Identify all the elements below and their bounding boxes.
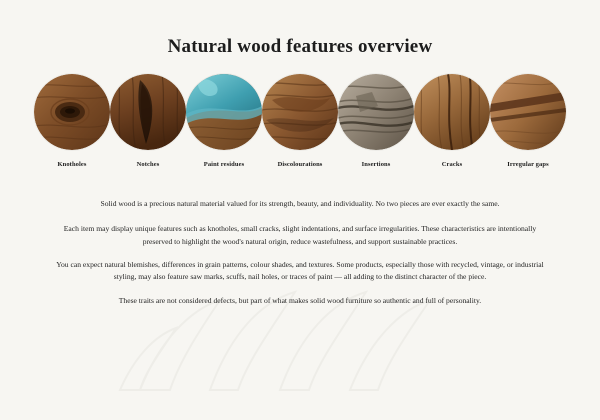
wood-swatch-discolouration-icon	[262, 74, 338, 150]
feature-label: Irregular gaps	[507, 161, 549, 168]
page-title: Natural wood features overview	[167, 36, 433, 57]
feature-label: Paint residues	[203, 161, 245, 168]
feature-item[interactable]	[490, 74, 566, 168]
wood-swatch-crack-icon	[414, 74, 490, 150]
paragraph-blemishes: You can expect natural blemishes, differences in grain patterns, colour shades, and textures. Some products, especially those with recycled, vintage, or industrial styling, may also feature saw marks, scuffs, nail holes, or traces of paint — all adding to the distinct character of the piece.	[56, 260, 544, 282]
feature-item[interactable]	[414, 74, 490, 168]
paragraph-conclusion: These traits are not considered defects, but part of what makes solid wood furniture so authentic and full of personality.	[118, 295, 482, 305]
wood-swatch-insertion-icon	[338, 74, 414, 150]
wood-swatch-knothole-icon	[34, 74, 110, 150]
body-copy	[50, 198, 550, 307]
feature-item[interactable]	[34, 74, 110, 168]
paragraph-features: Each item may display unique features such as knotholes, small cracks, slight indentations, and surface irregularities. These characteristics are intentionally preserved to highlight the wood's natural origin, reduce wastefulness, and support sustainable practices.	[63, 224, 537, 246]
wood-swatch-irregular-gap-icon	[490, 74, 566, 150]
feature-swatch-row	[0, 74, 600, 168]
feature-label: Knotholes	[57, 161, 87, 168]
feature-item[interactable]	[186, 74, 262, 168]
feature-item[interactable]	[338, 74, 414, 168]
feature-label: Discolourations	[277, 161, 323, 168]
feature-label: Insertions	[361, 161, 391, 168]
feature-item[interactable]	[110, 74, 186, 168]
feature-label: Notches	[136, 161, 160, 168]
wood-swatch-paint-residue-icon	[186, 74, 262, 150]
wood-swatch-notch-icon	[110, 74, 186, 150]
feature-item[interactable]	[262, 74, 338, 168]
paragraph-intro: Solid wood is a precious natural material valued for its strength, beauty, and individuality. No two pieces are ever exactly the same.	[100, 199, 500, 209]
feature-label: Cracks	[441, 161, 463, 168]
